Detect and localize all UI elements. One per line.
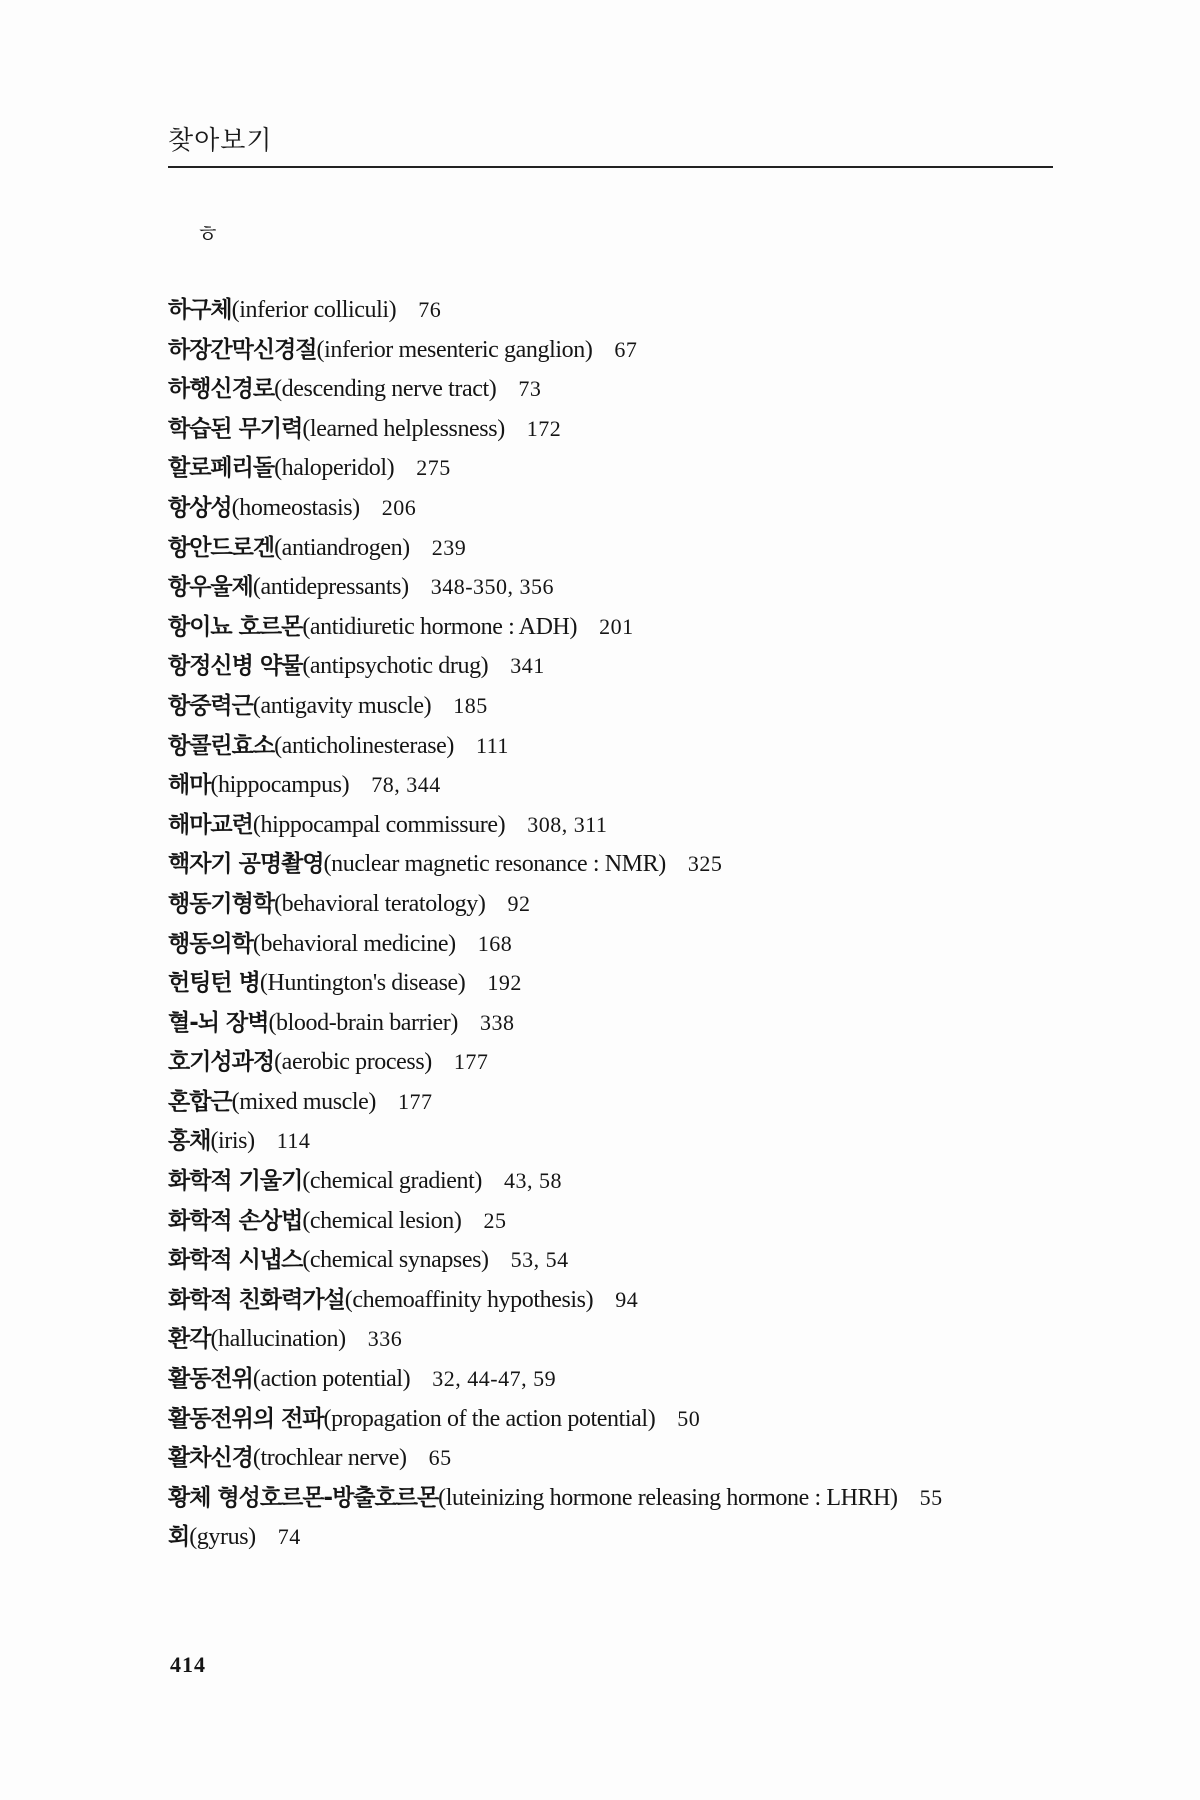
entry-english-term: (aerobic process)	[274, 1049, 432, 1076]
entry-page-refs: 114	[276, 1128, 311, 1154]
index-entry	[168, 528, 943, 568]
entry-korean-term: 행동의학	[168, 930, 253, 957]
entry-english-term: (chemical gradient)	[302, 1168, 482, 1195]
entry-page-refs: 341	[510, 653, 545, 679]
entry-page-refs: 192	[487, 970, 522, 996]
index-entry	[168, 1201, 943, 1241]
entry-page-refs: 348-350, 356	[430, 574, 555, 600]
entry-english-term: (chemical lesion)	[302, 1207, 462, 1234]
index-entry	[168, 1082, 943, 1122]
entry-korean-term: 하행신경로	[168, 376, 275, 403]
entry-korean-term: 헌팅턴 병	[168, 970, 260, 997]
entry-korean-term: 홍채	[168, 1128, 211, 1155]
entry-english-term: (learned helplessness)	[302, 415, 505, 442]
header-rule	[168, 166, 1053, 168]
entry-page-refs: 206	[381, 494, 417, 520]
index-entry	[168, 409, 943, 449]
entry-english-term: (antipsychotic drug)	[302, 653, 489, 680]
index-entry	[168, 1042, 943, 1082]
entry-page-refs: 177	[453, 1049, 489, 1075]
entry-page-refs: 201	[599, 613, 634, 639]
entry-korean-term: 항정신병 약물	[168, 653, 303, 680]
index-entry	[168, 1121, 943, 1161]
entry-page-refs: 32, 44-47, 59	[432, 1366, 557, 1392]
entry-korean-term: 행동기형학	[168, 890, 275, 917]
entry-english-term: (nuclear magnetic resonance : NMR)	[323, 851, 666, 878]
index-entry	[168, 844, 943, 884]
entry-page-refs: 275	[416, 455, 451, 481]
index-entry	[168, 567, 943, 607]
entry-english-term: (hippocampus)	[210, 772, 350, 799]
index-entry	[168, 1240, 943, 1280]
entry-page-refs: 50	[677, 1405, 701, 1431]
index-entry	[168, 1319, 943, 1359]
entry-english-term: (hallucination)	[210, 1326, 346, 1353]
entry-page-refs: 73	[518, 376, 542, 402]
index-entry	[168, 1359, 943, 1399]
entry-korean-term: 항이뇨 호르몬	[168, 613, 303, 640]
entry-page-refs: 172	[526, 415, 562, 441]
entry-english-term: (antidepressants)	[252, 574, 409, 601]
index-entry	[168, 607, 943, 647]
entry-page-refs: 111	[476, 732, 509, 758]
entry-korean-term: 항중력근	[168, 692, 253, 719]
entry-korean-term: 하장간막신경절	[168, 336, 317, 363]
entry-english-term: (antigavity muscle)	[252, 692, 432, 719]
entry-korean-term: 해마교련	[168, 811, 253, 838]
entry-page-refs: 76	[418, 297, 442, 322]
index-entry	[168, 1478, 943, 1518]
index-entry	[168, 1280, 943, 1320]
entry-korean-term: 환각	[168, 1326, 211, 1353]
entry-english-term: (action potential)	[252, 1366, 411, 1393]
entry-korean-term: 할로페리돌	[168, 455, 275, 482]
entry-page-refs: 177	[398, 1088, 433, 1114]
entry-english-term: (homeostasis)	[231, 494, 360, 521]
entry-page-refs: 239	[431, 534, 467, 560]
entry-page-refs: 338	[479, 1009, 515, 1035]
index-entry	[168, 448, 943, 488]
entry-page-refs: 74	[277, 1524, 301, 1550]
entry-korean-term: 항우울제	[168, 574, 253, 601]
entry-korean-term: 회	[168, 1524, 190, 1551]
entry-english-term: (behavioral medicine)	[252, 930, 456, 957]
entry-english-term: (inferior mesenteric ganglion)	[316, 336, 593, 363]
index-entry-list	[168, 290, 943, 1557]
entry-korean-term: 혈-뇌 장벽	[168, 1009, 269, 1036]
entry-page-refs: 55	[919, 1484, 943, 1510]
entry-korean-term: 화학적 시냅스	[168, 1247, 303, 1274]
entry-korean-term: 호기성과정	[168, 1049, 275, 1076]
entry-page-refs: 78, 344	[371, 772, 441, 798]
index-entry	[168, 686, 943, 726]
entry-korean-term: 혼합근	[168, 1088, 232, 1115]
entry-page-refs: 308, 311	[527, 811, 608, 837]
entry-korean-term: 화학적 기울기	[168, 1168, 303, 1195]
entry-page-refs: 67	[614, 336, 638, 362]
entry-english-term: (Huntington's disease)	[259, 970, 466, 997]
index-entry	[168, 369, 943, 409]
entry-korean-term: 활동전위	[168, 1366, 253, 1393]
entry-english-term: (hippocampal commissure)	[252, 811, 506, 838]
entry-english-term: (inferior colliculi)	[231, 297, 397, 323]
section-letter-heading: ㅎ	[196, 220, 220, 248]
entry-korean-term: 항콜린효소	[168, 732, 275, 759]
entry-korean-term: 학습된 무기력	[168, 415, 303, 442]
entry-english-term: (luteinizing hormone releasing hormone : LHRH)	[438, 1484, 898, 1511]
entry-english-term: (chemical synapses)	[302, 1247, 489, 1274]
entry-english-term: (descending nerve tract)	[274, 376, 497, 403]
entry-english-term: (iris)	[210, 1128, 255, 1155]
entry-page-refs: 168	[477, 930, 513, 956]
index-entry	[168, 330, 943, 370]
entry-korean-term: 활동전위의 전파	[168, 1405, 324, 1432]
page-number: 414	[170, 1652, 206, 1677]
entry-page-refs: 94	[615, 1286, 639, 1312]
entry-korean-term: 화학적 친화력가설	[168, 1286, 345, 1313]
entry-english-term: (antidiuretic hormone : ADH)	[302, 613, 578, 640]
index-entry	[168, 805, 943, 845]
entry-page-refs: 25	[483, 1207, 507, 1233]
entry-korean-term: 화학적 손상법	[168, 1207, 303, 1234]
index-entry	[168, 765, 943, 805]
entry-page-refs: 92	[507, 890, 531, 916]
entry-english-term: (antiandrogen)	[274, 534, 410, 561]
index-entry	[168, 884, 943, 924]
index-entry	[168, 1438, 943, 1478]
index-entry	[168, 963, 943, 1003]
entry-english-term: (mixed muscle)	[231, 1088, 377, 1115]
entry-english-term: (blood-brain barrier)	[268, 1009, 458, 1036]
entry-korean-term: 활차신경	[168, 1445, 253, 1472]
index-entry	[168, 726, 943, 766]
index-entry	[168, 488, 943, 528]
entry-page-refs: 65	[428, 1445, 452, 1471]
entry-english-term: (gyrus)	[189, 1524, 256, 1551]
index-entry	[168, 1517, 943, 1557]
index-entry	[168, 290, 943, 330]
entry-english-term: (behavioral teratology)	[274, 890, 486, 917]
entry-english-term: (haloperidol)	[274, 455, 395, 482]
entry-korean-term: 해마	[168, 772, 211, 799]
entry-korean-term: 하구체	[168, 297, 232, 323]
entry-english-term: (propagation of the action potential)	[323, 1405, 656, 1432]
entry-korean-term: 핵자기 공명촬영	[168, 851, 324, 878]
entry-english-term: (trochlear nerve)	[252, 1445, 407, 1472]
index-entry	[168, 1003, 943, 1043]
index-entry	[168, 924, 943, 964]
entry-page-refs: 336	[367, 1326, 403, 1352]
entry-page-refs: 53, 54	[510, 1247, 569, 1273]
entry-english-term: (anticholinesterase)	[274, 732, 455, 759]
entry-korean-term: 황체 형성호르몬-방출호르몬	[168, 1484, 439, 1511]
entry-korean-term: 항안드로겐	[168, 534, 275, 561]
entry-page-refs: 185	[453, 692, 488, 718]
index-entry	[168, 1399, 943, 1439]
entry-page-refs: 43, 58	[503, 1168, 562, 1194]
entry-page-refs: 325	[687, 851, 723, 877]
index-entry	[168, 646, 943, 686]
entry-english-term: (chemoaffinity hypothesis)	[344, 1286, 594, 1313]
index-entry	[168, 1161, 943, 1201]
running-head-title: 찾아보기	[168, 126, 273, 156]
entry-korean-term: 항상성	[168, 494, 232, 521]
